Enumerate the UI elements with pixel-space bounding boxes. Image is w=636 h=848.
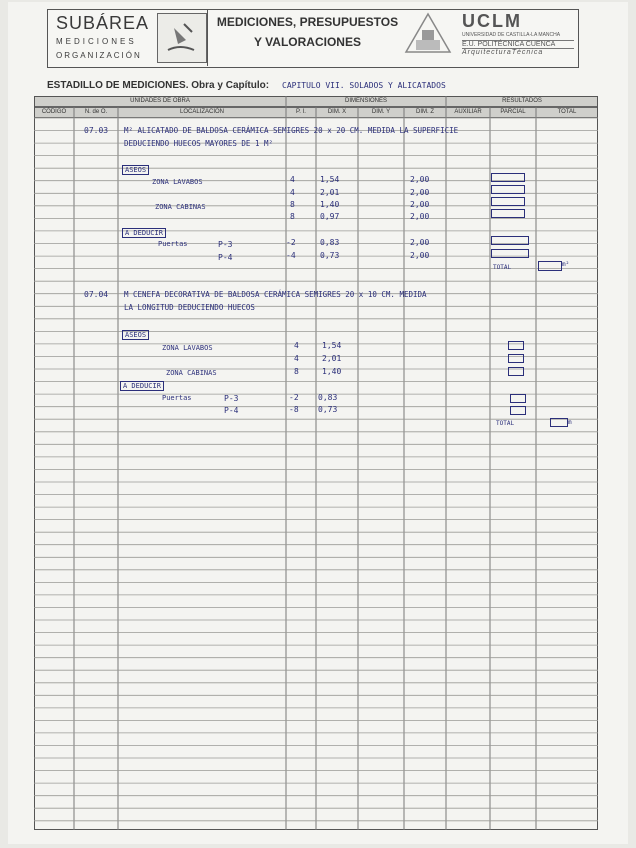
- header-units-group: UNIDADES DE OBRA: [130, 98, 190, 104]
- column-header-auxiliary: AUXILIAR: [454, 109, 482, 115]
- brand-subtitle: MEDICIONES: [56, 37, 137, 46]
- e1-r6-pi: -4: [286, 251, 296, 260]
- entry-1-description-line-2: DEDUCIENDO HUECOS MAYORES DE 1 M²: [124, 139, 274, 148]
- entry-2-description-line-1: M CENEFA DECORATIVA DE BALDOSA CERÁMICA SEMIGRES 20 x 10 CM. MEDIDA: [124, 290, 427, 299]
- entry-2-zone-cabinas: ZONA CABINAS: [166, 369, 217, 377]
- entry-2-p3: P-3: [224, 394, 239, 403]
- entry-2-description-line-2: LA LONGITUD DEDUCIENDO HUECOS: [124, 303, 255, 312]
- column-header-code: CÓDIGO: [41, 109, 67, 115]
- entry-1-p4: P-4: [218, 253, 233, 262]
- column-header-total: TOTAL: [557, 109, 577, 115]
- column-header-dim-x: DIM. X: [327, 109, 347, 115]
- entry-1-group-label: ASEOS: [122, 165, 149, 175]
- column-header-dim-z: DIM. Z: [416, 109, 434, 115]
- e1-r3-pi: 8: [290, 200, 295, 209]
- entry-1-p3: P-3: [218, 240, 233, 249]
- brand-organization: ORGANIZACIÓN: [56, 51, 142, 60]
- column-header-pi: P. I.: [296, 109, 306, 115]
- e2-partial-box: [508, 367, 524, 376]
- e1-unit: m²: [562, 261, 570, 268]
- entry-2-zone-lavabos: ZONA LAVABOS: [162, 344, 213, 352]
- e1-r1-dim-x: 1,54: [320, 175, 340, 184]
- e2-total-box: [550, 418, 568, 427]
- e2-r3-dim-x: 1,40: [322, 367, 342, 376]
- entry-1-code: 07.03: [84, 126, 109, 135]
- e1-r2-dim-x: 2,01: [320, 188, 340, 197]
- uclm-program: ArquitecturaTécnica: [462, 49, 544, 56]
- entry-2-group-label: ASEOS: [122, 330, 149, 340]
- entry-1-zone-cabinas: ZONA CABINAS: [155, 203, 206, 211]
- e1-r6-dim-x: 0,73: [320, 251, 340, 260]
- e2-r3-pi: 8: [294, 367, 299, 376]
- header-dimensions-group: DIMENSIONES: [344, 98, 387, 104]
- e1-r3-dim-x: 1,40: [320, 200, 340, 209]
- e1-partial-box: [491, 173, 525, 182]
- e1-r4-dim-x: 0,97: [320, 212, 340, 221]
- e2-r2-pi: 4: [294, 354, 299, 363]
- e1-r2-pi: 4: [290, 188, 295, 197]
- entry-1-deduct-label: A DEDUCIR: [122, 228, 166, 238]
- e2-r5-dim-x: 0,73: [318, 405, 338, 414]
- e1-total-box: [538, 261, 562, 271]
- e2-r4-dim-x: 0,83: [318, 393, 338, 402]
- brand-logo-icon: [157, 13, 207, 63]
- title-line-1: MEDICIONES, PRESUPUESTOS: [216, 15, 399, 29]
- measurement-grid: [34, 96, 598, 830]
- university-seal-icon: [402, 12, 454, 62]
- e2-r4-pi: -2: [289, 393, 299, 402]
- e1-partial-box: [491, 197, 525, 206]
- header-results-group: RESULTADOS: [502, 98, 542, 104]
- entry-2-p4: P-4: [224, 406, 239, 415]
- entry-2-code: 07.04: [84, 290, 109, 299]
- uclm-university: UNIVERSIDAD DE CASTILLA-LA MANCHA: [462, 32, 561, 38]
- e2-partial-box: [510, 406, 526, 415]
- entry-1-puertas: Puertas: [158, 240, 188, 248]
- e2-r1-pi: 4: [294, 341, 299, 350]
- brand-title: SUBÁREA: [56, 13, 150, 33]
- e1-total-label: TOTAL: [493, 264, 512, 271]
- chapter-name: CAPITULO VII. SOLADOS Y ALICATADOS: [282, 81, 446, 90]
- sheet-label: ESTADILLO DE MEDICIONES. Obra y Capítulo:: [47, 80, 270, 91]
- e1-partial-box: [491, 249, 529, 258]
- e2-partial-box: [510, 394, 526, 403]
- column-header-partial: PARCIAL: [500, 109, 526, 115]
- e1-r2-dim-z: 2,00: [410, 188, 430, 197]
- e2-unit: m: [568, 419, 572, 426]
- uclm-block: [462, 11, 574, 66]
- column-header-dim-y: DIM. Y: [371, 109, 391, 115]
- e1-partial-box: [491, 185, 525, 194]
- e2-partial-box: [508, 354, 524, 363]
- e2-r1-dim-x: 1,54: [322, 341, 342, 350]
- e2-r2-dim-x: 2,01: [322, 354, 342, 363]
- uclm-school: E.U. POLITÉCNICA CUENCA: [462, 40, 574, 49]
- column-header-order: N. de O.: [84, 109, 108, 115]
- e1-r5-pi: -2: [286, 238, 296, 247]
- form-title: [210, 12, 405, 52]
- e1-r1-pi: 4: [290, 175, 295, 184]
- e1-r4-pi: 8: [290, 212, 295, 221]
- e1-partial-box: [491, 209, 525, 218]
- e2-total-label: TOTAL: [496, 420, 515, 427]
- e1-r6-dim-z: 2,00: [410, 251, 430, 260]
- entry-1-description-line-1: M² ALICATADO DE BALDOSA CERÁMICA SEMIGRES 20 x 20 CM. MEDIDA LA SUPERFICIE: [124, 126, 459, 135]
- e1-r1-dim-z: 2,00: [410, 175, 430, 184]
- title-line-2: Y VALORACIONES: [254, 35, 361, 49]
- e1-r4-dim-z: 2,00: [410, 212, 430, 221]
- e1-r5-dim-x: 0,83: [320, 238, 340, 247]
- e1-r3-dim-z: 2,00: [410, 200, 430, 209]
- e1-partial-box: [491, 236, 529, 245]
- column-header-location: LOCALIZACIÓN: [179, 109, 224, 115]
- e2-partial-box: [508, 341, 524, 350]
- uclm-logo: UCLM: [462, 11, 522, 31]
- entry-1-zone-lavabos: ZONA LAVABOS: [152, 178, 203, 186]
- e2-r5-pi: -8: [289, 405, 299, 414]
- entry-2-deduct-label: A DEDUCIR: [120, 381, 164, 391]
- e1-r5-dim-z: 2,00: [410, 238, 430, 247]
- entry-2-puertas: Puertas: [162, 394, 192, 402]
